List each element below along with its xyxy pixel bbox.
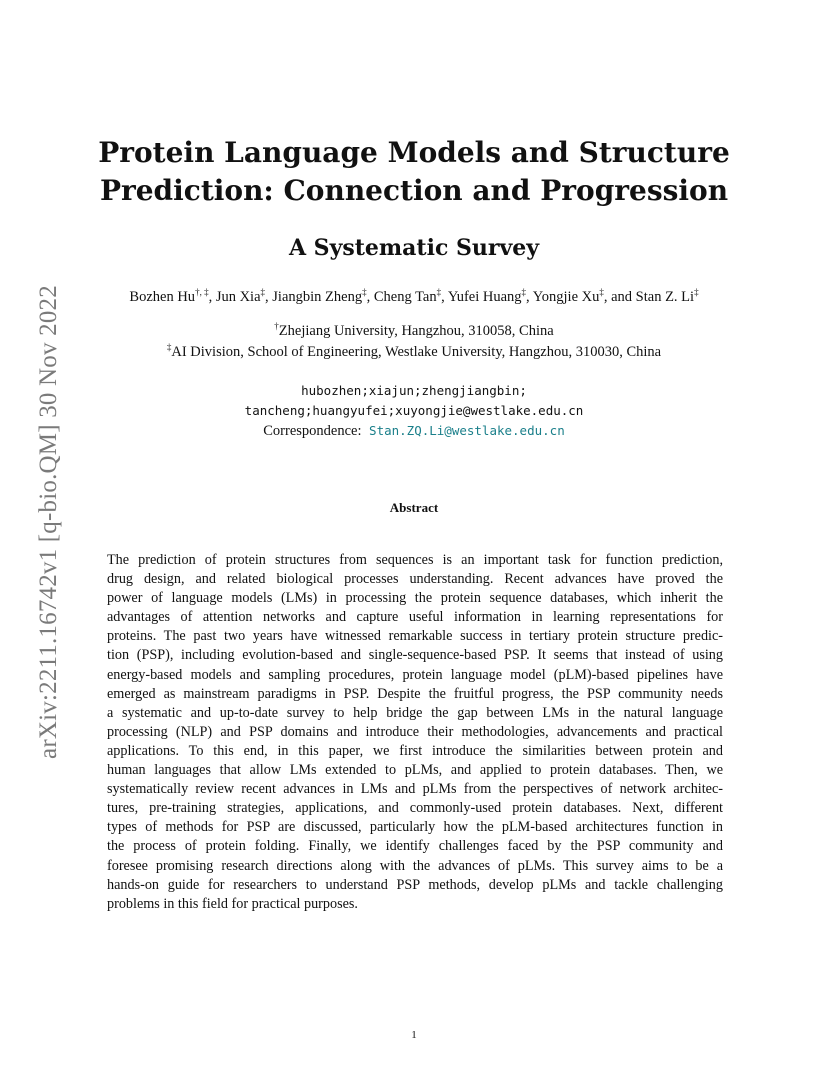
abstract-line: systematically review recent advances in LMs and pLMs from the perspectives of network architec- bbox=[107, 781, 723, 798]
abstract-line: energy-based models and sampling procedures, protein language model (pLM)-based pipelines have bbox=[107, 666, 723, 683]
abstract-line: foresee promising research directions along with the advances of pLMs. This survey aims to be a bbox=[107, 857, 723, 874]
affiliation-mark: ‡ bbox=[166, 342, 172, 353]
arxiv-identifier-text: arXiv:2211.16742v1 [q-bio.QM] 30 Nov 2022 bbox=[35, 285, 62, 759]
author-affiliation-mark: †, ‡ bbox=[195, 287, 209, 298]
author-affiliation-mark: ‡ bbox=[260, 287, 266, 298]
abstract-line: advantages of attention networks and capture useful information in learning representations for bbox=[107, 609, 723, 626]
abstract-line: processing (NLP) and PSP domains and introduce their methodologies, advancements and practical bbox=[107, 723, 723, 740]
paper-title-line-1: Protein Language Models and Structure bbox=[98, 136, 730, 169]
paper-subtitle: A Systematic Survey bbox=[288, 235, 540, 261]
email-line-2: tancheng;huangyufei;xuyongjie@westlake.edu.cn bbox=[244, 403, 584, 418]
author-name: Stan Z. Li bbox=[635, 289, 695, 305]
author-name: Yongjie Xu bbox=[532, 289, 600, 305]
abstract-line: human languages that allow LMs extended to pLMs, and applied to protein databases. Then, we bbox=[107, 762, 723, 779]
author-separator: , and bbox=[603, 289, 636, 305]
correspondence-line bbox=[60, 421, 768, 441]
abstract-line: proteins. The past two years have witnessed remarkable success in tertiary protein structure predic- bbox=[107, 628, 723, 645]
author-affiliation-mark: ‡ bbox=[694, 287, 699, 298]
affiliation-text: Zhejiang University, Hangzhou, 310058, China bbox=[278, 323, 554, 339]
abstract-line: a systematic and up-to-date survey to help bridge the gap between LMs in the natural language bbox=[107, 704, 723, 721]
abstract-line: emerged as mainstream paradigms in PSP. Despite the fruitful progress, the PSP community needs bbox=[107, 685, 723, 702]
author-affiliation-mark: ‡ bbox=[521, 287, 527, 298]
abstract-line: hands-on guide for researchers to understand PSP methods, develop pLMs and tackle challenging bbox=[107, 876, 723, 893]
author-separator: , bbox=[366, 289, 374, 305]
author-emails bbox=[60, 381, 768, 441]
author-name: Cheng Tan bbox=[373, 289, 437, 305]
author-list bbox=[60, 287, 768, 307]
abstract-line: types of methods for PSP are discussed, particularly how the pLM-based architectures function in bbox=[107, 819, 723, 836]
abstract-body bbox=[107, 551, 723, 914]
correspondence-label: Correspondence: bbox=[263, 423, 362, 439]
correspondence-email-link[interactable]: Stan.ZQ.Li@westlake.edu.cn bbox=[369, 423, 565, 438]
affiliation-westlake bbox=[60, 342, 768, 362]
author-separator: , bbox=[441, 289, 448, 305]
abstract-line: The prediction of protein structures from sequences is an important task for function prediction, bbox=[107, 552, 723, 568]
abstract-line: tion (PSP), including evolution-based and single-sequence-based PSP. It seems that instead of using bbox=[107, 647, 723, 664]
abstract-line: power of language models (LMs) in processing the protein sequence databases, which inherit the bbox=[107, 590, 723, 607]
email-line-1: hubozhen;xiajun;zhengjiangbin; bbox=[301, 383, 527, 398]
affiliation-mark: † bbox=[274, 321, 279, 332]
author-separator: , bbox=[526, 289, 533, 305]
author-name: Jiangbin Zheng bbox=[272, 289, 363, 305]
abstract-line: tures, pre-training strategies, applications, and commonly-used protein databases. Next, different bbox=[107, 800, 723, 817]
author-affiliation-mark: ‡ bbox=[436, 287, 442, 298]
paper-title-line-2: Prediction: Connection and Progression bbox=[99, 174, 729, 207]
author-affiliation-mark: ‡ bbox=[599, 287, 604, 298]
author-name: Bozhen Hu bbox=[129, 289, 196, 305]
abstract-line: the process of protein folding. Finally, we identify challenges faced by the PSP community and bbox=[107, 838, 723, 855]
author-affiliation-mark: ‡ bbox=[362, 287, 367, 298]
abstract-line: applications. To this end, in this paper, we first introduce the similarities between protein and bbox=[107, 742, 723, 759]
author-name: Jun Xia bbox=[215, 289, 261, 305]
abstract-line: problems in this field for practical purposes. bbox=[107, 895, 358, 912]
affiliation-zhejiang bbox=[60, 321, 768, 341]
author-separator: , bbox=[208, 289, 216, 305]
author-name: Yufei Huang bbox=[447, 289, 522, 305]
affiliation-text: AI Division, School of Engineering, Westlake University, Hangzhou, 310030, China bbox=[171, 344, 662, 360]
abstract-line: drug design, and related biological processes understanding. Recent advances have proved the bbox=[107, 571, 723, 588]
abstract-heading: Abstract bbox=[389, 500, 439, 515]
page-number: 1 bbox=[411, 1029, 417, 1041]
paper-title bbox=[60, 134, 768, 210]
author-separator: , bbox=[265, 289, 273, 305]
